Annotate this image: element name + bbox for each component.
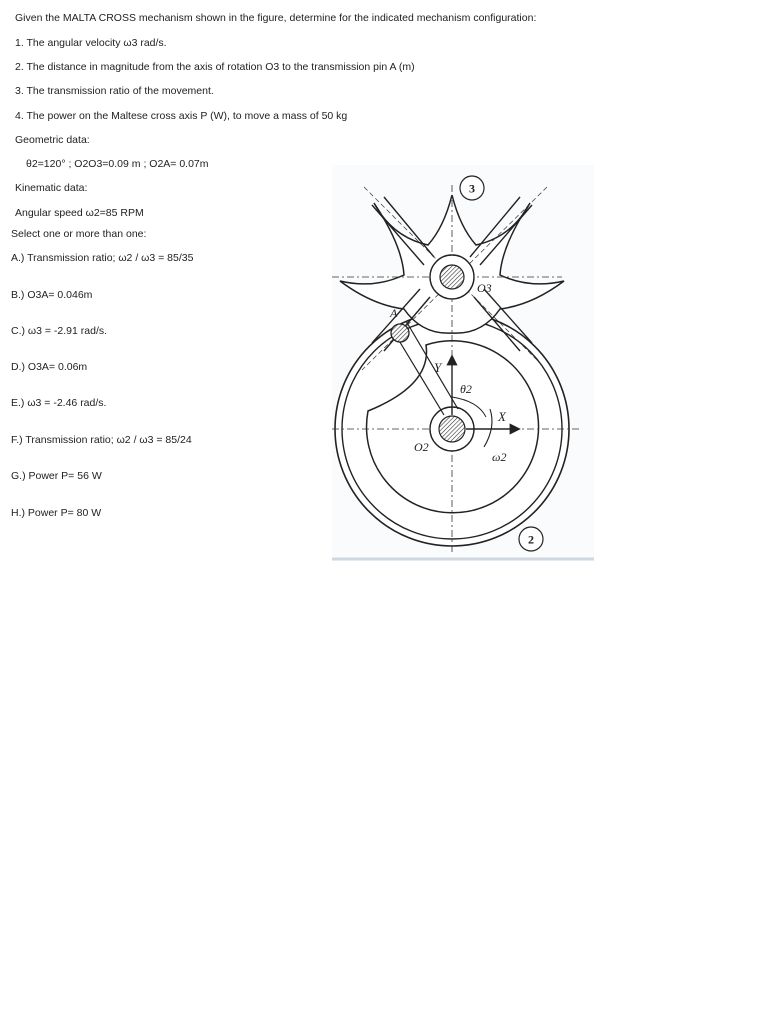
option-c[interactable]: C.) ω3 = -2.91 rad/s. [11, 325, 108, 337]
task-3: 3. The transmission ratio of the movement. [15, 85, 214, 97]
geometric-data-label: Geometric data: [15, 134, 90, 146]
task-4: 4. The power on the Maltese cross axis P (W), to move a mass of 50 kg [15, 110, 348, 122]
o3-shaft [440, 265, 464, 289]
option-g[interactable]: G.) Power P= 56 W [11, 470, 102, 482]
label-y: Y [434, 360, 442, 375]
option-a[interactable]: A.) Transmission ratio; ω2 / ω3 = 85/35 [11, 252, 194, 264]
label-x: X [498, 409, 506, 424]
label-2: 2 [528, 532, 534, 547]
label-a: A [390, 306, 398, 320]
option-f[interactable]: F.) Transmission ratio; ω2 / ω3 = 85/24 [11, 434, 192, 446]
kinematic-data-values: Angular speed ω2=85 RPM [15, 207, 144, 219]
select-instruction: Select one or more than one: [11, 228, 147, 240]
label-o2: O2 [414, 440, 429, 454]
question-intro: Given the MALTA CROSS mechanism shown in the figure, determine for the indicated mechanism configuration: [15, 12, 537, 24]
option-d[interactable]: D.) O3A= 0.06m [11, 361, 88, 373]
maltese-cross-figure [332, 165, 594, 561]
option-b[interactable]: B.) O3A= 0.046m [11, 289, 93, 301]
task-2: 2. The distance in magnitude from the axis of rotation O3 to the transmission pin A (m) [15, 61, 415, 73]
task-1: 1. The angular velocity ω3 rad/s. [15, 37, 167, 49]
o2-shaft [439, 416, 465, 442]
geometric-data-values: θ2=120° ; O2O3=0.09 m ; O2A= 0.07m [26, 158, 209, 170]
label-omega: ω2 [492, 450, 507, 464]
option-h[interactable]: H.) Power P= 80 W [11, 507, 102, 519]
label-3: 3 [469, 181, 475, 196]
label-o3: O3 [477, 281, 492, 295]
kinematic-data-label: Kinematic data: [15, 182, 88, 194]
pin-a [391, 324, 409, 342]
option-e[interactable]: E.) ω3 = -2.46 rad/s. [11, 397, 107, 409]
label-theta: θ2 [460, 382, 472, 396]
